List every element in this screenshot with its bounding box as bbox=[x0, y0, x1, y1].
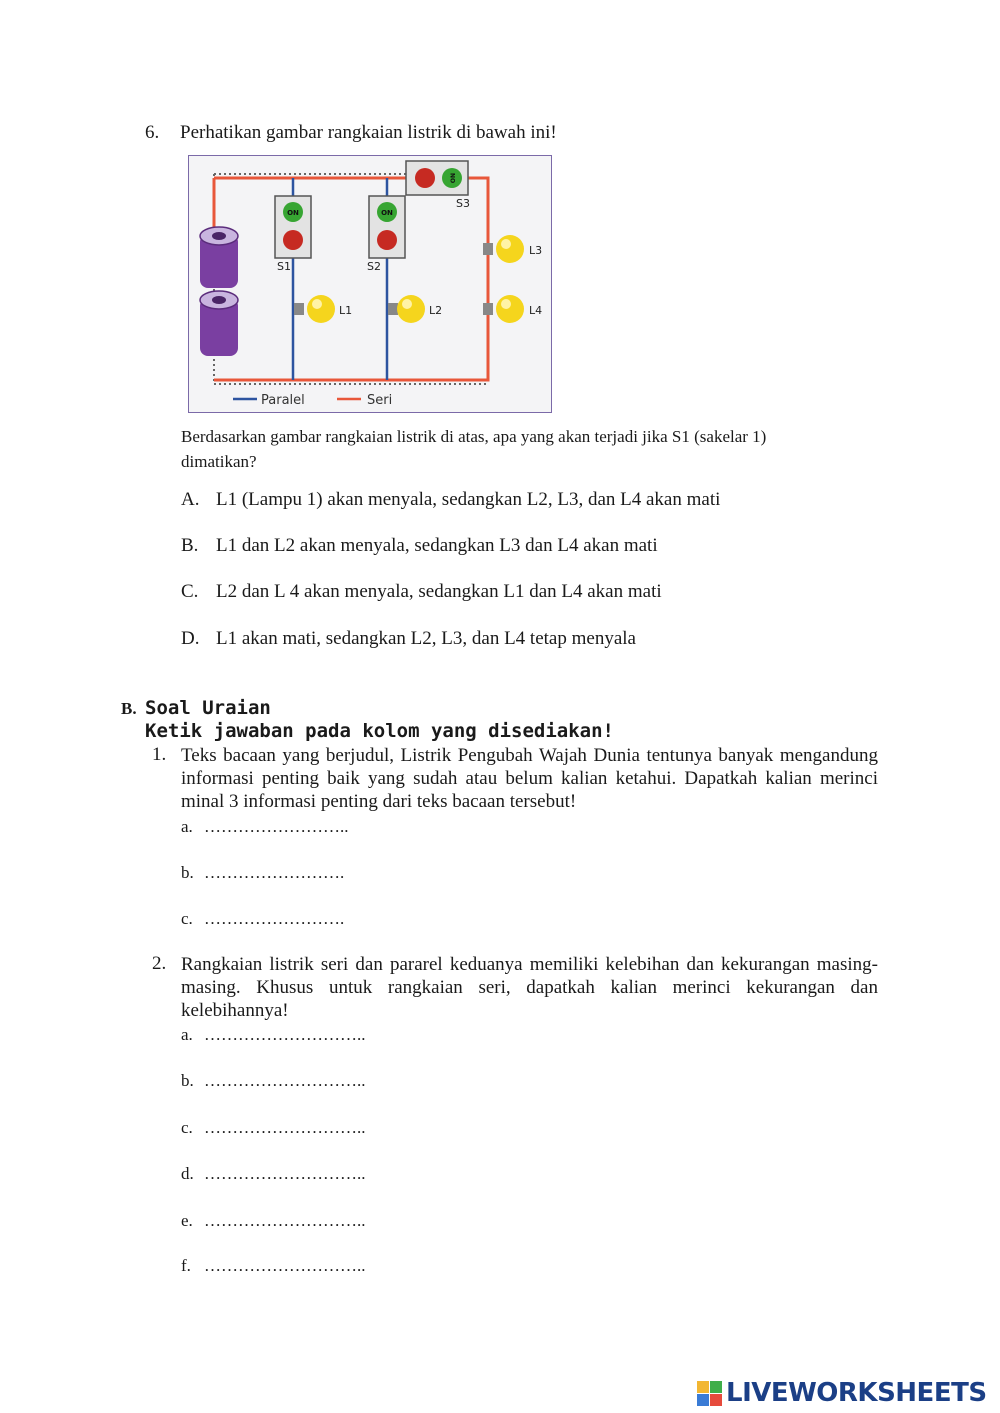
answer-letter: b. bbox=[181, 1071, 194, 1090]
essay-2-answer-d[interactable] bbox=[181, 1164, 366, 1184]
answer-blank[interactable]: …………………….. bbox=[204, 817, 349, 836]
answer-letter: a. bbox=[181, 1025, 193, 1044]
answer-letter: b. bbox=[181, 863, 194, 882]
circuit-diagram bbox=[188, 155, 552, 413]
option-letter: C. bbox=[181, 581, 199, 602]
option-text: L2 dan L 4 akan menyala, sedangkan L1 dan L4 akan mati bbox=[216, 581, 662, 602]
lamp-l3-label: L3 bbox=[529, 244, 543, 257]
answer-blank[interactable]: ……………………….. bbox=[204, 1211, 366, 1230]
answer-letter: c. bbox=[181, 909, 193, 928]
option-text: L1 akan mati, sedangkan L2, L3, dan L4 tetap menyala bbox=[216, 628, 636, 649]
lamp-l4-label: L4 bbox=[529, 304, 543, 317]
liveworksheets-logo bbox=[697, 1378, 987, 1408]
lamp-l2 bbox=[388, 295, 425, 323]
essay-1-answer-a[interactable] bbox=[181, 817, 349, 837]
answer-letter: a. bbox=[181, 817, 193, 836]
switch-s1-on-text: ON bbox=[287, 209, 299, 217]
answer-letter: e. bbox=[181, 1211, 193, 1230]
answer-letter: d. bbox=[181, 1164, 194, 1183]
battery bbox=[200, 227, 238, 356]
question-6-number: 6. bbox=[145, 122, 160, 143]
option-text: L1 dan L2 akan menyala, sedangkan L3 dan L4 akan mati bbox=[216, 535, 658, 556]
section-b-instruction: Ketik jawaban pada kolom yang disediakan! bbox=[145, 720, 614, 742]
answer-blank[interactable]: ……………………. bbox=[204, 863, 345, 882]
essay-1-answer-c[interactable] bbox=[181, 909, 344, 929]
switch-s1-label: S1 bbox=[277, 260, 291, 273]
question-6-stem: Berdasarkan gambar rangkaian listrik di atas, apa yang akan terjadi jika S1 (sakelar 1) dimatikan? bbox=[181, 427, 767, 471]
essay-2-answer-e[interactable] bbox=[181, 1211, 366, 1231]
answer-blank[interactable]: ……………………. bbox=[204, 909, 345, 928]
option-b[interactable] bbox=[181, 535, 658, 557]
switch-s1 bbox=[275, 196, 311, 258]
answer-letter: f. bbox=[181, 1256, 191, 1275]
series-wire bbox=[214, 178, 488, 380]
option-d[interactable] bbox=[181, 628, 636, 650]
essay-2-answer-c[interactable] bbox=[181, 1118, 366, 1138]
answer-blank[interactable]: ……………………….. bbox=[204, 1071, 366, 1090]
answer-blank[interactable]: ……………………….. bbox=[204, 1164, 366, 1183]
option-letter: A. bbox=[181, 489, 200, 510]
legend-series: Seri bbox=[367, 393, 393, 408]
option-a[interactable] bbox=[181, 489, 720, 511]
answer-blank[interactable]: ……………………….. bbox=[204, 1118, 366, 1137]
logo-mark-icon bbox=[697, 1381, 722, 1406]
switch-s2-label: S2 bbox=[367, 260, 381, 273]
answer-letter: c. bbox=[181, 1118, 193, 1137]
essay-1-number: 1. bbox=[152, 744, 167, 765]
section-b-title: Soal Uraian bbox=[145, 697, 271, 719]
essay-1-answer-b[interactable] bbox=[181, 863, 344, 883]
option-letter: B. bbox=[181, 535, 199, 556]
option-letter: D. bbox=[181, 628, 200, 649]
question-6-prompt: Perhatikan gambar rangkaian listrik di bawah ini! bbox=[180, 122, 557, 143]
lamp-l2-label: L2 bbox=[429, 304, 443, 317]
switch-s2-on-text: ON bbox=[381, 209, 393, 217]
option-c[interactable] bbox=[181, 581, 662, 603]
switch-s3 bbox=[406, 161, 468, 195]
lamp-l1 bbox=[294, 295, 335, 323]
essay-1-text: Teks bacaan yang berjudul, Listrik Pengubah Wajah Dunia tentunya banyak mengandung informasi penting baik yang sudah atau belum kalian ketahui. Dapatkah kalian merinci minal 3 informasi penting dari teks bacaan tersebut! bbox=[181, 745, 878, 812]
answer-blank[interactable]: ……………………….. bbox=[204, 1025, 366, 1044]
essay-2-answer-b[interactable] bbox=[181, 1071, 366, 1091]
switch-s2 bbox=[369, 196, 405, 258]
legend bbox=[233, 393, 392, 408]
essay-2-number: 2. bbox=[152, 953, 167, 974]
essay-2-text: Rangkaian listrik seri dan pararel keduanya memiliki kelebihan dan kekurangan masing-masing. Khusus untuk rangkaian seri, dapatkah kalian merinci kekurangan dan kelebihannya! bbox=[181, 954, 878, 1021]
switch-s3-on-text: ON bbox=[450, 172, 457, 184]
lamp-l1-label: L1 bbox=[339, 304, 353, 317]
legend-parallel: Paralel bbox=[261, 393, 305, 408]
logo-text: LIVEWORKSHEETS bbox=[726, 1378, 987, 1408]
answer-blank[interactable]: ……………………….. bbox=[204, 1256, 366, 1275]
essay-2-answer-a[interactable] bbox=[181, 1025, 366, 1045]
section-b-letter: B. bbox=[121, 699, 137, 718]
option-text: L1 (Lampu 1) akan menyala, sedangkan L2, L3, dan L4 akan mati bbox=[216, 489, 721, 510]
switch-s3-label: S3 bbox=[456, 197, 470, 210]
essay-2-answer-f[interactable] bbox=[181, 1256, 366, 1276]
